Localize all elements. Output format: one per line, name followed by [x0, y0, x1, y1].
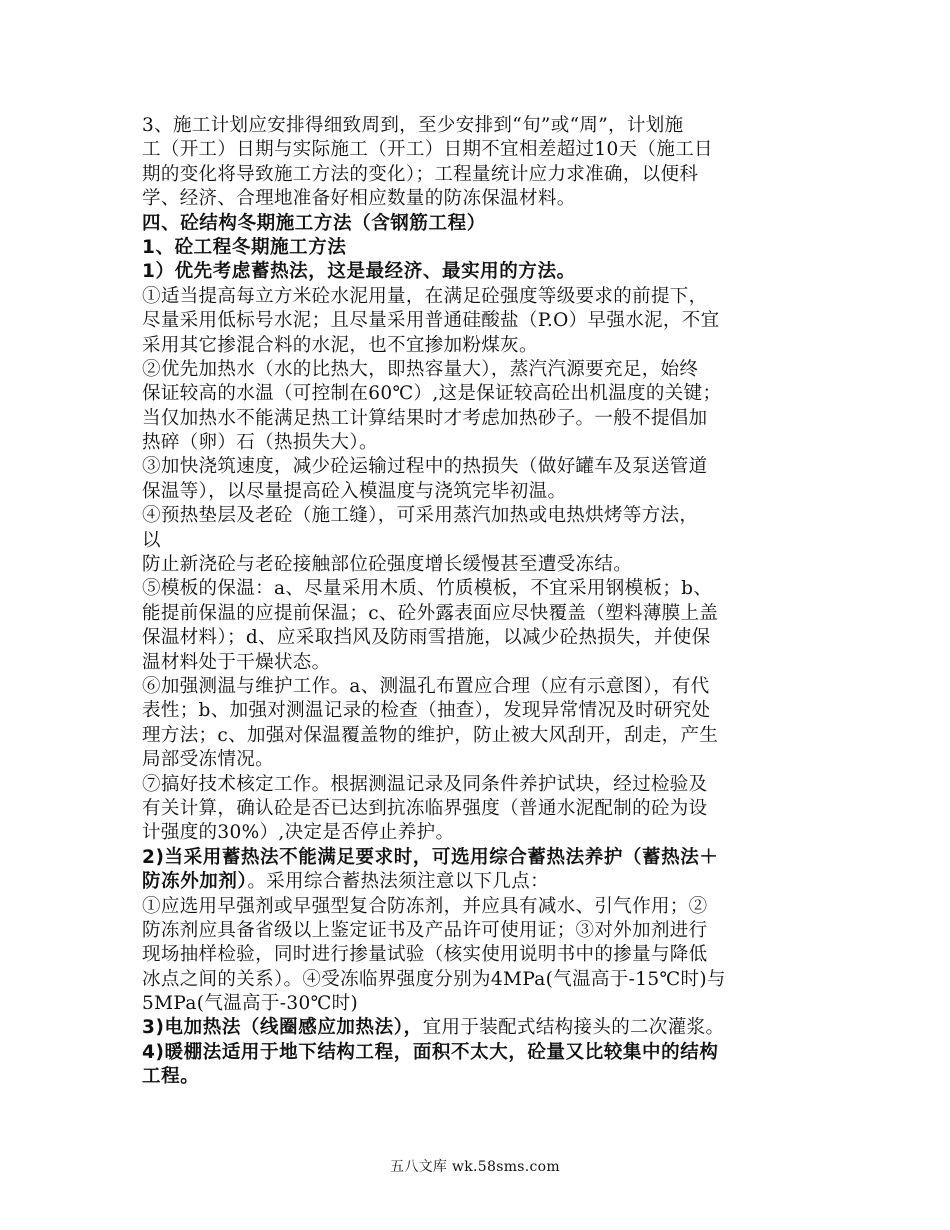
bold-fragment: 防冻外加剂）: [142, 871, 248, 893]
paragraph-line: 计强度的30%）,决定是否停止养护。: [142, 822, 455, 844]
paragraph-line: 学、经济、合理地准备好相应数量的防冻保温材料。: [142, 188, 576, 210]
paragraph-line: 现场抽样检验，同时进行掺量试验（核实使用说明书中的掺量与降低: [142, 944, 708, 966]
paragraph-line: 保温等），以尽量提高砼入模温度与浇筑完毕初温。: [142, 480, 567, 502]
paragraph-line: 尽量采用低标号水泥；且尽量采用普通硅酸盐（P.O）早强水泥，不宜: [142, 310, 720, 332]
paragraph-line: ⑦搞好技术核定工作。根据测温记录及同条件养护试块，经过检验及: [142, 773, 708, 795]
paragraph-line: ①适当提高每立方米砼水泥用量，在满足砼强度等级要求的前提下，: [142, 285, 708, 307]
section-heading: 四、砼结构冬期施工方法（含钢筋工程）: [142, 212, 486, 234]
paragraph-line: 热碎（卵）石（热损失大）。: [142, 432, 378, 454]
paragraph-line: 冰点之间的关系）。④受冻临界强度分别为4MPa(气温高于-15℃时)与: [142, 968, 726, 990]
page-footer: 五八文库 wk.58sms.com: [390, 1159, 560, 1175]
paragraph-line: 能提前保温的应提前保温；c、砼外露表面应尽快覆盖（塑料薄膜上盖: [142, 602, 719, 624]
paragraph-line: 期的变化将导致施工方法的变化）；工程量统计应力求准确，以便科: [142, 163, 699, 185]
method-heading: 工程。: [142, 1066, 200, 1088]
paragraph-line: 温材料处于干燥状态。: [142, 651, 331, 673]
paragraph-line: 工（开工）日期与实际施工（开工）日期不宜相差超过10天（施工日: [142, 139, 713, 161]
method-heading: 1）优先考虑蓄热法，这是最经济、最实用的方法。: [142, 261, 576, 283]
paragraph-line: 防冻剂应具备省级以上鉴定证书及产品许可使用证；③对外加剂进行: [142, 919, 708, 941]
paragraph-line: 理方法；c、加强对保温覆盖物的维护，防止被大风刮开，刮走，产生: [142, 724, 719, 746]
paragraph-line: 保证较高的水温（可控制在60℃）,这是保证较高砼出机温度的关键；: [142, 383, 722, 405]
paragraph-line-mixed: [142, 870, 812, 894]
paragraph-line: 保温材料）；d、应采取挡风及防雨雪措施，以减少砼热损失，并使保: [142, 627, 711, 649]
paragraph-line: ②优先加热水（水的比热大，即热容量大），蒸汽汽源要充足，始终: [142, 358, 699, 380]
paragraph-line: 当仅加热水不能满足热工计算结果时才考虑加热砂子。一般不提倡加: [142, 407, 708, 429]
regular-fragment: 。采用综合蓄热法须注意以下几点：: [247, 871, 549, 893]
subsection-heading: 1、砼工程冬期施工方法: [142, 236, 347, 258]
method-heading: 2)当采用蓄热法不能满足要求时，可选用综合蓄热法养护（蓄热法＋: [142, 846, 719, 868]
paragraph-line: ①应选用早强剂或早强型复合防冻剂，并应具有减水、引气作用；②: [142, 895, 708, 917]
method-heading: 4)暖棚法适用于地下结构工程，面积不太大，砼量又比较集中的结构: [142, 1041, 719, 1063]
bold-fragment: 3)电加热法（线圈感应加热法），: [142, 1017, 423, 1039]
paragraph-line: ⑥加强测温与维护工作。a、测温孔布置应合理（应有示意图），有代: [142, 675, 710, 697]
paragraph-line: 5MPa(气温高于-30℃时): [142, 993, 359, 1015]
paragraph-line: ④预热垫层及老砼（施工缝），可采用蒸汽加热或电热烘烤等方法，: [142, 505, 699, 527]
paragraph-line: 采用其它掺混合料的水泥，也不宜掺加粉煤灰。: [142, 334, 538, 356]
paragraph-line: 防止新浇砼与老砼接触部位砼强度增长缓慢甚至遭受冻结。: [142, 554, 633, 576]
paragraph-line: 有关计算，确认砼是否已达到抗冻临界强度（普通水泥配制的砼为设: [142, 797, 708, 819]
document-body: [142, 114, 812, 1090]
paragraph-line: 以: [142, 529, 161, 551]
paragraph-line: ⑤模板的保温：a、尽量采用木质、竹质模板，不宜采用钢模板；b、: [142, 578, 713, 600]
paragraph-line: ③加快浇筑速度，减少砼运输过程中的热损失（做好罐车及泵送管道: [142, 456, 708, 478]
paragraph-line: 局部受冻情况。: [142, 749, 274, 771]
paragraph-line-mixed: [142, 1016, 812, 1040]
regular-fragment: 宜用于装配式结构接头的二次灌浆。: [422, 1017, 725, 1039]
paragraph-line: 表性；b、加强对测温记录的检查（抽查），发现异常情况及时研究处: [142, 700, 711, 722]
paragraph-line: 3、施工计划应安排得细致周到，至少安排到“旬”或“周”，计划施: [142, 115, 684, 136]
